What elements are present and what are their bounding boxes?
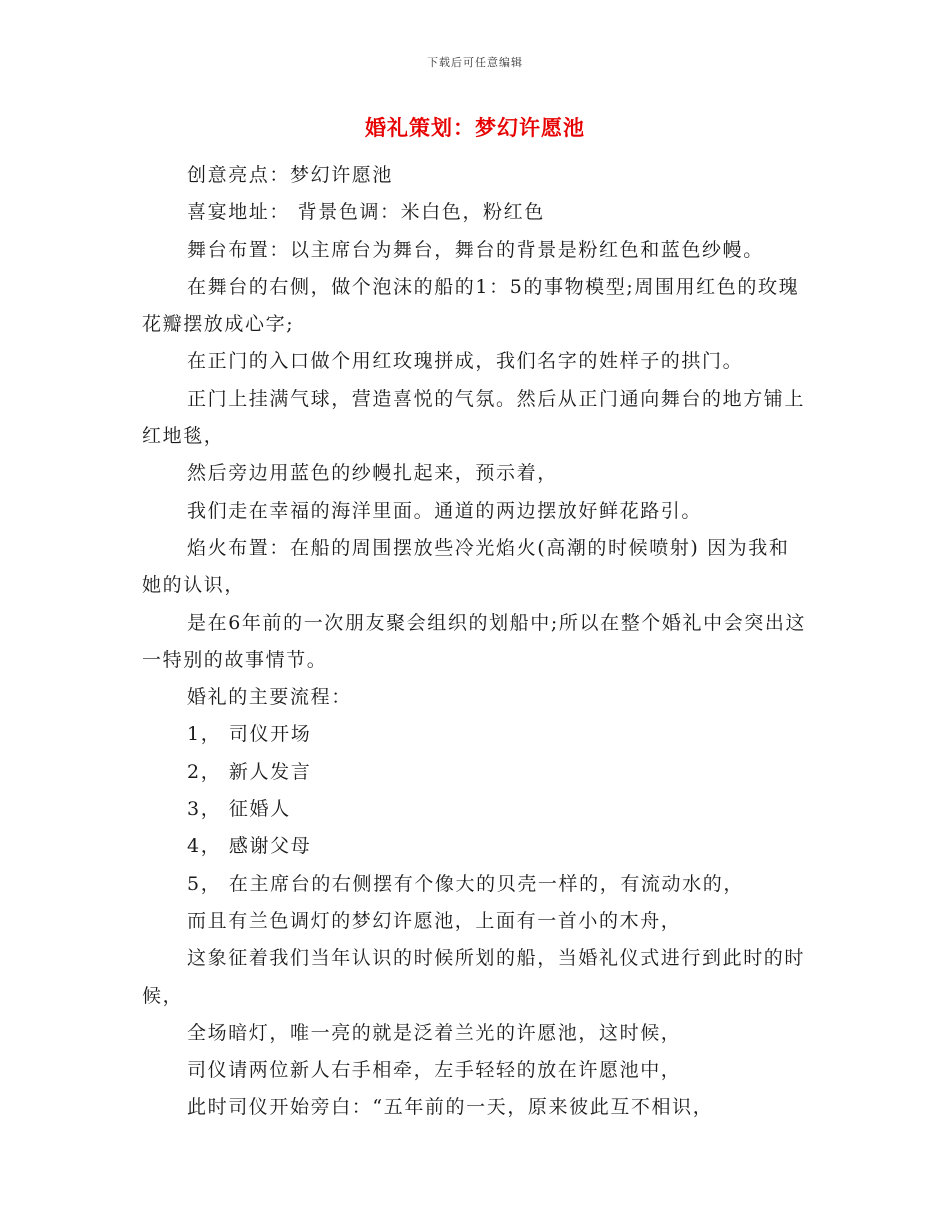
list-item: 2， 新人发言 (187, 760, 312, 783)
paragraph: 创意亮点：梦幻许愿池 (187, 164, 394, 186)
paragraph: 我们走在幸福的海洋里面。通道的两边摆放好鲜花路引。 (187, 499, 703, 522)
paragraph: 然后旁边用蓝色的纱幔扎起来，预示着， (187, 462, 558, 485)
paragraph: 婚礼的主要流程： (187, 686, 352, 709)
list-item: 3， 征婚人 (187, 798, 291, 821)
paragraph: 在舞台的右侧，做个泡沫的船的1：5的事物模型;周围用红色的玫瑰花瓣摆放成心字; (142, 275, 800, 336)
list-item: 4， 感谢父母 (187, 835, 312, 858)
paragraph: 正门上挂满气球，营造喜悦的气氛。然后从正门通向舞台的地方铺上红地毯， (142, 387, 806, 448)
paragraph: 焰火布置：在船的周围摆放些冷光焰火(高潮的时候喷射) 因为我和她的认识， (142, 536, 790, 597)
paragraph: 舞台布置：以主席台为舞台，舞台的背景是粉红色和蓝色纱幔。 (187, 238, 764, 261)
header-note: 下载后可任意编辑 (427, 56, 523, 69)
paragraph: 全场暗灯，唯一亮的就是泛着兰光的许愿池，这时候， (187, 1021, 682, 1044)
list-item: 5， 在主席台的右侧摆有个像大的贝壳一样的，有流动水的， (187, 872, 744, 895)
paragraph: 在正门的入口做个用红玫瑰拼成，我们名字的姓样子的拱门。 (187, 350, 744, 373)
paragraph: 而且有兰色调灯的梦幻许愿池，上面有一首小的木舟， (187, 909, 682, 932)
paragraph: 司仪请两位新人右手相牵，左手轻轻的放在许愿池中， (187, 1059, 682, 1082)
list-item: 1， 司仪开场 (187, 723, 312, 746)
document-title: 婚礼策划：梦幻许愿池 (365, 116, 585, 140)
paragraph: 这象征着我们当年认识的时候所划的船，当婚礼仪式进行到此时的时候， (142, 947, 806, 1007)
document-body (142, 157, 810, 1127)
paragraph: 喜宴地址： 背景色调：米白色，粉红色 (187, 201, 545, 224)
paragraph: 此时司仪开始旁白：“五年前的一天，原来彼此互不相识， (187, 1096, 714, 1119)
paragraph: 是在6年前的一次朋友聚会组织的划船中;所以在整个婚礼中会突出这一特别的故事情节。 (142, 611, 807, 671)
